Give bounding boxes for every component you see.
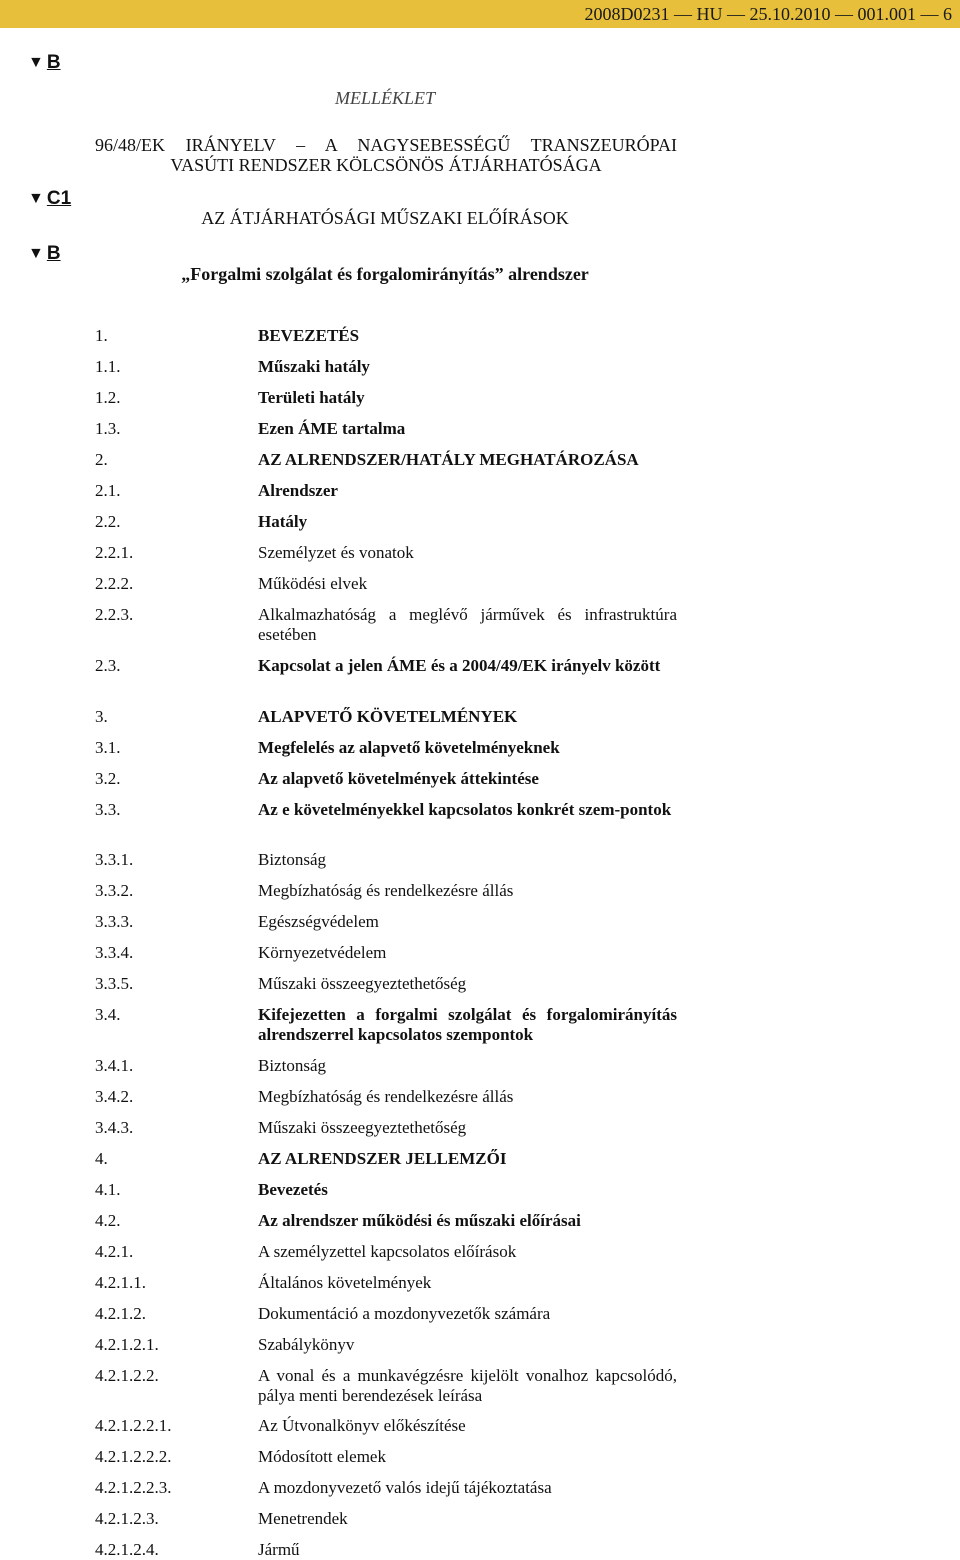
toc-entry[interactable] xyxy=(95,388,677,408)
toc-entry[interactable] xyxy=(95,707,677,727)
toc-entry-number: 3.4.1. xyxy=(95,1056,134,1075)
toc-entry-number: 4.2.1.2.3. xyxy=(95,1509,159,1528)
toc-entry[interactable] xyxy=(95,1540,677,1560)
toc-entry-title: Környezetvédelem xyxy=(258,943,387,962)
marker-code: B xyxy=(46,243,61,264)
toc-entry[interactable] xyxy=(95,1118,677,1138)
toc-entry[interactable] xyxy=(95,912,677,932)
toc-entry-number: 4.2.1.2.2.1. xyxy=(95,1416,172,1435)
toc-entry-title: Működési elvek xyxy=(258,574,368,593)
tsi-title: AZ ÁTJÁRHATÓSÁGI MŰSZAKI ELŐÍRÁSOK xyxy=(201,208,569,228)
toc-entry[interactable] xyxy=(95,1087,677,1107)
toc-entry[interactable] xyxy=(95,1242,677,1262)
toc-entry-title: Az alrendszer működési és műszaki előírásai xyxy=(258,1211,581,1230)
toc-entry-title: Személyzet és vonatok xyxy=(258,543,414,562)
toc-entry-number: 4.2.1.2.1. xyxy=(95,1335,159,1354)
toc-entry[interactable] xyxy=(95,1366,677,1406)
toc-entry-title: Kifejezetten a forgalmi szolgálat és forgalomirányítás alrendszerrel kapcsolatos szempontok xyxy=(258,1005,677,1044)
toc-entry[interactable] xyxy=(95,1335,677,1355)
toc-entry-number: 1.1. xyxy=(95,357,121,376)
toc-entry[interactable] xyxy=(95,850,677,870)
toc-entry-number: 2.3. xyxy=(95,656,121,675)
page-header-bar xyxy=(0,0,960,28)
toc-entry[interactable] xyxy=(95,738,677,758)
toc-entry-title: Az e követelményekkel kapcsolatos konkrét szem-pontok xyxy=(258,800,672,819)
toc-entry-number: 3.3.3. xyxy=(95,912,134,931)
marker-code: C1 xyxy=(46,188,72,209)
toc-entry-title: Megfelelés az alapvető követelményeknek xyxy=(258,738,560,757)
toc-entry-number: 3.2. xyxy=(95,769,121,788)
directive-title xyxy=(95,135,677,175)
toc-entry-title: Kapcsolat a jelen ÁME és a 2004/49/EK irányelv között xyxy=(258,656,661,675)
toc-entry-number: 3.4. xyxy=(95,1005,121,1024)
toc-entry-number: 1. xyxy=(95,326,108,345)
toc-entry-number: 4.2.1.2.2.3. xyxy=(95,1478,172,1497)
toc-entry[interactable] xyxy=(95,1056,677,1076)
toc-entry-number: 2.2.2. xyxy=(95,574,134,593)
toc-entry[interactable] xyxy=(95,881,677,901)
toc-entry-number: 2. xyxy=(95,450,108,469)
toc-entry-title: A vonal és a munkavégzésre kijelölt vonalhoz kapcsolódó, pálya menti berendezések leírása xyxy=(258,1366,677,1405)
toc-entry[interactable] xyxy=(95,974,677,994)
toc-entry[interactable] xyxy=(95,419,677,439)
toc-entry-number: 4.2.1.2.2. xyxy=(95,1366,159,1385)
toc-entry-number: 1.2. xyxy=(95,388,121,407)
toc-entry[interactable] xyxy=(95,800,677,820)
toc-entry[interactable] xyxy=(95,1447,677,1467)
toc-entry-number: 1.3. xyxy=(95,419,121,438)
toc-entry-number: 4.2.1.2.2.2. xyxy=(95,1447,172,1466)
toc-entry-number: 3.1. xyxy=(95,738,121,757)
toc-entry[interactable] xyxy=(95,1478,677,1498)
toc-entry[interactable] xyxy=(95,326,677,346)
toc-entry-title: ALAPVETŐ KÖVETELMÉNYEK xyxy=(258,707,518,726)
directive-title-line-1: 96/48/EK IRÁNYELV – A NAGYSEBESSÉGŰ TRANSZEURÓPAI xyxy=(95,135,677,155)
toc-entry[interactable] xyxy=(95,450,677,470)
toc-entry-title: Megbízhatóság és rendelkezésre állás xyxy=(258,881,514,900)
toc-entry-number: 2.2.1. xyxy=(95,543,134,562)
toc-entry-title: BEVEZETÉS xyxy=(258,326,360,345)
toc-entry[interactable] xyxy=(95,357,677,377)
toc-entry-title: Általános követelmények xyxy=(258,1273,432,1292)
toc-entry[interactable] xyxy=(95,1304,677,1324)
toc-entry-number: 3.3.5. xyxy=(95,974,134,993)
toc-entry-title: Megbízhatóság és rendelkezésre állás xyxy=(258,1087,514,1106)
toc-entry-number: 4.2.1.2. xyxy=(95,1304,146,1323)
toc-entry-title: Alkalmazhatóság a meglévő járművek és infrastruktúra esetében xyxy=(258,605,677,644)
toc-entry-title: Ezen ÁME tartalma xyxy=(258,419,406,438)
toc-entry-number: 3.4.2. xyxy=(95,1087,134,1106)
toc-entry[interactable] xyxy=(95,1273,677,1293)
toc-entry-title: Módosított elemek xyxy=(258,1447,386,1466)
toc-entry-title: Egészségvédelem xyxy=(258,912,379,931)
amendment-marker-c1[interactable] xyxy=(28,188,71,210)
toc-entry-number: 3. xyxy=(95,707,108,726)
toc-entry-title: AZ ALRENDSZER/HATÁLY MEGHATÁROZÁSA xyxy=(258,450,639,469)
toc-entry[interactable] xyxy=(95,656,677,676)
toc-entry-title: Az Útvonalkönyv előkészítése xyxy=(258,1416,466,1435)
toc-entry[interactable] xyxy=(95,1211,677,1231)
toc-entry-number: 3.3.4. xyxy=(95,943,134,962)
toc-entry-title: Biztonság xyxy=(258,1056,326,1075)
triangle-down-icon: ▼ xyxy=(28,54,44,71)
toc-entry-title: A személyzettel kapcsolatos előírások xyxy=(258,1242,517,1261)
toc-entry[interactable] xyxy=(95,605,677,645)
toc-entry-number: 2.2.3. xyxy=(95,605,134,624)
toc-entry-title: Menetrendek xyxy=(258,1509,348,1528)
toc-entry-title: A mozdonyvezető valós idejű tájékoztatása xyxy=(258,1478,552,1497)
toc-entry-number: 4.1. xyxy=(95,1180,121,1199)
amendment-marker-b[interactable] xyxy=(28,52,61,74)
toc-entry-title: Szabálykönyv xyxy=(258,1335,355,1354)
toc-entry-title: Jármű xyxy=(258,1540,300,1559)
toc-entry-number: 4. xyxy=(95,1149,108,1168)
toc-entry[interactable] xyxy=(95,512,677,532)
toc-entry[interactable] xyxy=(95,1509,677,1529)
toc-entry[interactable] xyxy=(95,1180,677,1200)
toc-entry-title: Műszaki hatály xyxy=(258,357,370,376)
toc-entry-title: Az alapvető követelmények áttekintése xyxy=(258,769,539,788)
toc-entry-number: 4.2.1. xyxy=(95,1242,134,1261)
toc-entry-number: 4.2.1.2.4. xyxy=(95,1540,159,1559)
toc-entry-number: 3.3.1. xyxy=(95,850,134,869)
toc-entry[interactable] xyxy=(95,543,677,563)
toc-entry[interactable] xyxy=(95,1149,677,1169)
toc-entry-title: Területi hatály xyxy=(258,388,365,407)
triangle-down-icon: ▼ xyxy=(28,190,44,207)
toc-entry[interactable] xyxy=(95,1416,677,1436)
toc-entry-number: 4.2. xyxy=(95,1211,121,1230)
toc-entry-title: Műszaki összeegyeztethetőség xyxy=(258,1118,467,1137)
toc-entry-title: Bevezetés xyxy=(258,1180,328,1199)
page-header-text: 2008D0231 — HU — 25.10.2010 — 001.001 — 6 xyxy=(584,4,952,24)
toc-entry-title: Biztonság xyxy=(258,850,326,869)
toc-entry-number: 3.3.2. xyxy=(95,881,134,900)
toc-entry-number: 3.3. xyxy=(95,800,121,819)
toc-entry-number: 3.4.3. xyxy=(95,1118,134,1137)
toc-entry-title: AZ ALRENDSZER JELLEMZŐI xyxy=(258,1149,507,1168)
toc-entry[interactable] xyxy=(95,769,677,789)
toc-entry[interactable] xyxy=(95,943,677,963)
toc-entry-number: 2.1. xyxy=(95,481,121,500)
toc-entry[interactable] xyxy=(95,574,677,594)
toc-entry-number: 2.2. xyxy=(95,512,121,531)
toc-entry-number: 4.2.1.1. xyxy=(95,1273,146,1292)
toc-entry-title: Dokumentáció a mozdonyvezetők számára xyxy=(258,1304,551,1323)
toc-entry-title: Hatály xyxy=(258,512,308,531)
toc-entry[interactable] xyxy=(95,1005,677,1045)
triangle-down-icon: ▼ xyxy=(28,245,44,262)
annex-label: MELLÉKLET xyxy=(334,88,436,108)
toc-entry[interactable] xyxy=(95,481,677,501)
toc-entry-title: Műszaki összeegyeztethetőség xyxy=(258,974,467,993)
marker-code: B xyxy=(46,52,61,73)
amendment-marker-b[interactable] xyxy=(28,243,61,265)
toc-entry-title: Alrendszer xyxy=(258,481,338,500)
subsystem-title: „Forgalmi szolgálat és forgalomirányítás” alrendszer xyxy=(181,264,589,284)
directive-title-line-2: VASÚTI RENDSZER KÖLCSÖNÖS ÁTJÁRHATÓSÁGA xyxy=(170,155,602,175)
